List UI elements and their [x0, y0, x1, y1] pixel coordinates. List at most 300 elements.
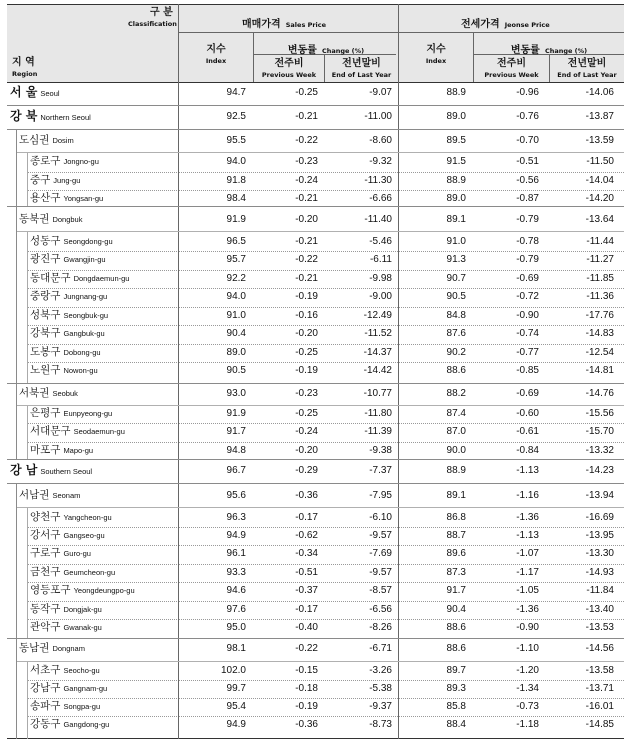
jeonse-end-year-cell: -13.53 [585, 622, 614, 633]
jeonse-prev-week-cell: -1.17 [516, 567, 539, 578]
region-name [10, 464, 92, 476]
region-name [19, 490, 80, 501]
jeonse-end-year-cell: -11.84 [586, 585, 614, 596]
jeonse-index-cell: 88.6 [446, 622, 466, 633]
region-name-en: Dosim [52, 136, 74, 145]
row-separator [27, 172, 177, 173]
region-name-en: Yongsan-gu [63, 194, 104, 203]
jeonse-prev-week-cell: -0.61 [516, 426, 539, 437]
jeonse-end-year-cell: -14.83 [585, 328, 614, 339]
row-separator [27, 423, 177, 424]
jeonse-index-cell: 88.4 [446, 719, 466, 730]
sales-prev-week-cell: -0.24 [295, 175, 318, 186]
sales-index-cell: 96.7 [226, 465, 246, 476]
region-name-en: Gangnam-gu [63, 684, 108, 693]
region-name-ko: 은평구 [30, 407, 61, 419]
group-indent-line [16, 129, 17, 206]
region-name-ko: 영등포구 [30, 584, 71, 596]
region-name-en: Seonam [52, 491, 81, 500]
row-separator [27, 680, 177, 681]
region-label-en: Region [12, 70, 38, 78]
region-name [19, 643, 85, 654]
jeonse-prev-week-cell: -0.85 [516, 365, 539, 376]
region-name-en: Dongdaemun-gu [73, 274, 130, 283]
region-name [30, 426, 125, 437]
sales-prev-week-cell: -0.29 [295, 465, 318, 476]
jeonse-index-label-en: Index [425, 57, 447, 65]
sales-end-year-cell: -8.73 [369, 719, 392, 730]
region-name-ko: 종로구 [30, 155, 61, 167]
region-name-en: Southern Seoul [40, 467, 93, 476]
sales-prev-week-cell: -0.16 [295, 310, 318, 321]
row-separator [179, 582, 624, 583]
jeonse-index-cell: 88.9 [446, 175, 466, 186]
jeonse-prev-week-cell: -1.34 [516, 683, 539, 694]
subgroup-separator [17, 231, 624, 232]
subgroup-separator [17, 507, 624, 508]
jeonse-prev-week-cell: -1.36 [516, 604, 539, 615]
jeonse-prev-week-cell: -1.13 [516, 465, 539, 476]
sales-prev-week-cell: -0.23 [295, 156, 318, 167]
sales-prev-week-cell: -0.51 [295, 567, 318, 578]
sales-index-cell: 95.7 [226, 254, 246, 265]
sales-prev-week-cell: -0.21 [295, 111, 318, 122]
sales-prev-week-cell: -0.34 [295, 548, 318, 559]
region-name [30, 236, 113, 247]
sales-price-heading [242, 14, 326, 30]
row-separator [179, 288, 624, 289]
jeonse-end-year-cell: -14.76 [585, 388, 614, 399]
region-name-en: Nowon-gu [63, 366, 98, 375]
sales-index-cell: 94.6 [226, 585, 246, 596]
sales-end-year-cell: -9.57 [369, 567, 392, 578]
region-name [30, 548, 91, 559]
region-name-ko: 중랑구 [30, 290, 61, 302]
sales-index-cell: 99.7 [226, 683, 246, 694]
region-name [30, 719, 109, 730]
jeonse-end-year-cell: -12.54 [585, 347, 614, 358]
jeonse-end-year-cell: -14.06 [585, 87, 614, 98]
sales-index-label: 지수 [206, 44, 226, 55]
region-name-ko: 금천구 [30, 566, 61, 578]
region-name-en: Northern Seoul [40, 113, 91, 122]
region-name-ko: 서대문구 [30, 425, 71, 437]
jeonse-prev-week-cell: -0.72 [516, 291, 539, 302]
group-indent-line [16, 638, 17, 739]
row-separator [179, 601, 624, 602]
region-name-en: Dongnam [52, 644, 85, 653]
jeonse-prev-week-cell: -0.96 [516, 87, 539, 98]
jeonse-prev-week-cell: -0.90 [516, 622, 539, 633]
region-name-en: Jung-gu [53, 176, 81, 185]
region-name [30, 328, 105, 339]
sales-index-cell: 95.6 [226, 490, 246, 501]
jeonse-index-cell: 89.0 [446, 193, 466, 204]
jeonse-index-cell: 91.0 [446, 236, 466, 247]
sales-end-year-label-en: End of Last Year [331, 71, 392, 79]
sales-end-year-cell: -6.56 [369, 604, 392, 615]
jeonse-prev-week-cell: -0.69 [516, 388, 539, 399]
jeonse-prev-week-cell: -1.36 [516, 512, 539, 523]
sales-end-year-cell: -11.52 [364, 328, 392, 339]
jeonse-end-year-cell: -14.81 [585, 365, 614, 376]
jeonse-end-year-cell: -13.94 [585, 490, 614, 501]
region-name-en: Seodaemun-gu [73, 427, 125, 436]
jeonse-index-cell: 87.6 [446, 328, 466, 339]
jeonse-end-year-label: 전년말비 [567, 58, 607, 69]
subgroup-indent-line [27, 405, 28, 459]
sales-end-year-cell: -11.00 [364, 111, 392, 122]
sales-prev-week-cell: -0.19 [295, 365, 318, 376]
region-name [30, 408, 112, 419]
region-name-en: Guro-gu [63, 549, 91, 558]
jeonse-index-cell: 91.3 [446, 254, 466, 265]
region-name [30, 604, 102, 615]
region-name-ko: 동대문구 [30, 272, 71, 284]
sales-end-year-cell: -11.39 [364, 426, 392, 437]
group-separator [7, 483, 624, 484]
sales-index-cell: 91.8 [226, 175, 246, 186]
region-name-ko: 구로구 [30, 547, 61, 559]
group-separator [7, 459, 624, 460]
sales-prev-week-cell: -0.21 [295, 273, 318, 284]
jeonse-end-year-cell: -11.36 [586, 291, 614, 302]
region-name-en: Mapo-gu [63, 446, 94, 455]
sales-prev-week-cell: -0.25 [295, 408, 318, 419]
region-name-ko: 서북권 [19, 387, 50, 399]
sales-prev-week-cell: -0.25 [295, 87, 318, 98]
jeonse-index-cell: 90.4 [446, 604, 466, 615]
row-separator [27, 716, 177, 717]
sales-index-cell: 91.7 [226, 426, 246, 437]
row-separator [179, 325, 624, 326]
jeonse-prev-week-cell: -0.70 [516, 135, 539, 146]
sales-end-year-cell: -8.57 [369, 585, 392, 596]
region-name-en: Seobuk [52, 389, 78, 398]
region-name [19, 214, 82, 225]
sales-prev-week-cell: -0.17 [295, 604, 318, 615]
sales-end-year-cell: -6.66 [369, 193, 392, 204]
region-name-ko: 마포구 [30, 444, 61, 456]
sales-index-cell: 96.1 [226, 548, 246, 559]
row-separator [27, 344, 177, 345]
sales-index-cell: 90.4 [226, 328, 246, 339]
sales-end-year-cell: -8.26 [369, 622, 392, 633]
jeonse-index-cell: 90.5 [446, 291, 466, 302]
region-name-en: Jongno-gu [63, 157, 99, 166]
jeonse-index-cell: 88.6 [446, 643, 466, 654]
region-name [30, 310, 108, 321]
region-name-ko: 강동구 [30, 718, 61, 730]
row-separator [27, 288, 177, 289]
jeonse-prev-week-cell: -0.87 [516, 193, 539, 204]
region-name [30, 622, 102, 633]
sales-end-year-cell: -9.32 [369, 156, 392, 167]
jeonse-end-year-cell: -14.85 [585, 719, 614, 730]
region-name-en: Jungnang-gu [63, 292, 108, 301]
region-name-ko: 강북구 [30, 327, 61, 339]
jeonse-end-year-cell: -14.23 [585, 465, 614, 476]
sales-index-cell: 92.2 [226, 273, 246, 284]
sales-prev-week-cell: -0.21 [295, 193, 318, 204]
region-name-en: Gangbuk-gu [63, 329, 105, 338]
group-indent-line [16, 383, 17, 459]
region-name [30, 365, 98, 376]
sales-index-cell: 94.7 [226, 87, 246, 98]
row-separator [179, 564, 624, 565]
top-border [7, 4, 624, 5]
region-name [30, 156, 99, 167]
group-separator [7, 129, 624, 130]
region-name-ko: 강 남 [10, 463, 38, 477]
sales-prev-week-cell: -0.40 [295, 622, 318, 633]
row-separator [179, 172, 624, 173]
jeonse-prev-week-cell: -1.16 [516, 490, 539, 501]
jeonse-index-cell: 85.8 [446, 701, 466, 712]
row-separator [27, 564, 177, 565]
sales-change-heading [254, 40, 398, 56]
jeonse-index-cell: 88.9 [446, 465, 466, 476]
region-name [30, 665, 100, 676]
jeonse-prev-week-cell: -1.18 [516, 719, 539, 730]
region-name [30, 701, 100, 712]
sales-index-cell: 91.0 [226, 310, 246, 321]
jeonse-prev-week-cell: -1.20 [516, 665, 539, 676]
region-name-en: Dongbuk [52, 215, 83, 224]
jeonse-end-year-cell: -17.76 [585, 310, 614, 321]
sales-end-year-cell: -5.46 [369, 236, 392, 247]
row-separator [27, 698, 177, 699]
subgroup-separator [17, 661, 624, 662]
sales-end-year-cell: -11.40 [364, 214, 392, 225]
sales-prev-week-cell: -0.62 [295, 530, 318, 541]
jeonse-index-cell: 84.8 [446, 310, 466, 321]
sales-prev-week-cell: -0.36 [295, 719, 318, 730]
sales-index-cell: 93.0 [226, 388, 246, 399]
jeonse-price-title: 전세가격 [461, 19, 500, 30]
jeonse-index-cell: 89.6 [446, 548, 466, 559]
region-name-ko: 중구 [30, 174, 51, 186]
region-name [30, 254, 106, 265]
sales-end-year-cell: -7.37 [369, 465, 392, 476]
region-name-en: Seongbuk-gu [63, 311, 109, 320]
jeonse-prev-week-cell: -0.90 [516, 310, 539, 321]
jeonse-prev-week-cell: -0.69 [516, 273, 539, 284]
sales-end-year-cell: -14.37 [363, 347, 392, 358]
sales-prev-week-cell: -0.19 [295, 701, 318, 712]
group-separator [7, 206, 624, 207]
jeonse-end-year-cell: -13.71 [585, 683, 614, 694]
region-name [30, 193, 103, 204]
jeonse-index-cell: 89.1 [446, 214, 466, 225]
sales-index-cell: 89.0 [226, 347, 246, 358]
region-name-ko: 송파구 [30, 700, 61, 712]
region-name [30, 175, 80, 186]
jeonse-end-year-cell: -11.44 [586, 236, 614, 247]
sales-price-title: 매매가격 [242, 19, 281, 30]
subgroup-separator [17, 152, 624, 153]
row-separator [179, 698, 624, 699]
jeonse-end-year-cell: -16.69 [585, 512, 614, 523]
sales-change-label-en: Change (%) [321, 47, 365, 55]
region-name [30, 683, 107, 694]
sales-end-year-cell: -9.07 [369, 87, 392, 98]
region-name-ko: 서남권 [19, 489, 50, 501]
region-name-en: Yangcheon-gu [63, 513, 112, 522]
region-name-en: Gangdong-gu [63, 720, 110, 729]
region-name-en: Seoul [40, 89, 60, 98]
sales-price-title-en: Sales Price [285, 21, 327, 29]
sales-end-year-cell: -6.71 [369, 643, 392, 654]
jeonse-end-year-cell: -14.20 [585, 193, 614, 204]
row-separator [27, 251, 177, 252]
jeonse-index-cell: 88.9 [446, 87, 466, 98]
sales-index-cell: 94.0 [226, 156, 246, 167]
sales-prev-week-cell: -0.37 [295, 585, 318, 596]
jeonse-end-year-cell: -11.85 [586, 273, 614, 284]
sales-index-cell: 97.6 [226, 604, 246, 615]
group-separator [7, 105, 624, 106]
jeonse-index-cell: 88.2 [446, 388, 466, 399]
region-name-en: Gangseo-gu [63, 531, 105, 540]
region-name [30, 512, 112, 523]
subgroup-indent-line [27, 231, 28, 383]
jeonse-index-cell: 90.0 [446, 445, 466, 456]
region-name-en: Dongjak-gu [63, 605, 102, 614]
sales-prev-week-cell: -0.20 [295, 328, 318, 339]
jeonse-end-year-label-en: End of Last Year [557, 71, 617, 79]
sales-end-year-cell: -9.98 [369, 273, 392, 284]
sales-prev-week-label: 전주비 [274, 58, 304, 69]
sales-end-year-cell: -9.00 [369, 291, 392, 302]
row-separator [27, 325, 177, 326]
jeonse-prev-week-label-en: Previous Week [484, 71, 539, 79]
row-separator [27, 270, 177, 271]
row-separator [27, 442, 177, 443]
jeonse-end-year-cell: -13.30 [585, 548, 614, 559]
sales-end-year-cell: -12.49 [363, 310, 392, 321]
row-separator [27, 582, 177, 583]
jeonse-end-year-cell: -13.64 [585, 214, 614, 225]
subgroup-separator [17, 405, 624, 406]
row-separator [27, 190, 177, 191]
jeonse-index-cell: 87.4 [446, 408, 466, 419]
sales-change-label: 변동률 [287, 45, 317, 56]
jeonse-prev-week-cell: -1.07 [516, 548, 539, 559]
sales-index-cell: 95.5 [226, 135, 246, 146]
jeonse-end-year-cell: -16.01 [585, 701, 614, 712]
region-name-en: Dobong-gu [63, 348, 101, 357]
row-separator [179, 680, 624, 681]
row-separator [179, 423, 624, 424]
jeonse-prev-week-cell: -1.13 [516, 530, 539, 541]
sales-prev-week-cell: -0.20 [295, 445, 318, 456]
jeonse-end-year-cell: -11.50 [586, 156, 614, 167]
row-separator [179, 251, 624, 252]
jeonse-prev-week-cell: -0.60 [516, 408, 539, 419]
header-bottom-border [7, 82, 624, 83]
jeonse-price-heading [461, 14, 550, 30]
jeonse-prev-week-cell: -0.73 [516, 701, 539, 712]
row-separator [27, 601, 177, 602]
region-name-en: Songpa-gu [63, 702, 101, 711]
region-name [30, 347, 101, 358]
jeonse-index-cell: 90.7 [446, 273, 466, 284]
sales-index-cell: 96.5 [226, 236, 246, 247]
region-name-en: Eunpyeong-gu [63, 409, 113, 418]
jeonse-index-cell: 91.5 [446, 156, 466, 167]
region-name-ko: 성북구 [30, 309, 61, 321]
sales-end-year-cell: -11.80 [364, 408, 392, 419]
region-name [30, 445, 93, 456]
sales-prev-week-cell: -0.21 [295, 236, 318, 247]
region-name [10, 86, 60, 98]
sales-prev-week-cell: -0.17 [295, 512, 318, 523]
jeonse-index-cell: 89.1 [446, 490, 466, 501]
sales-prev-week-cell: -0.22 [295, 643, 318, 654]
jeonse-end-year-cell: -15.56 [585, 408, 614, 419]
jeonse-prev-week-cell: -1.10 [516, 643, 539, 654]
region-label: 지 역 [12, 57, 35, 68]
jeonse-prev-week-cell: -0.77 [516, 347, 539, 358]
jeonse-index-cell: 90.2 [446, 347, 466, 358]
region-name-ko: 강서구 [30, 529, 61, 541]
jeonse-prev-week-cell: -0.56 [516, 175, 539, 186]
sales-prev-week-cell: -0.24 [295, 426, 318, 437]
jeonse-end-year-cell: -13.87 [585, 111, 614, 122]
sales-prev-week-cell: -0.22 [295, 254, 318, 265]
region-name-ko: 양천구 [30, 511, 61, 523]
region-name [30, 273, 129, 284]
region-name-ko: 동남권 [19, 642, 50, 654]
row-separator [179, 545, 624, 546]
region-name-ko: 용산구 [30, 192, 61, 204]
jeonse-index-cell: 88.6 [446, 365, 466, 376]
sales-index-cell: 94.9 [226, 719, 246, 730]
jeonse-prev-week-cell: -0.76 [516, 111, 539, 122]
sales-index-cell: 92.5 [226, 111, 246, 122]
sales-end-year-cell: -6.11 [369, 254, 392, 265]
region-name-en: Seongdong-gu [63, 237, 113, 246]
jeonse-index-cell: 89.5 [446, 135, 466, 146]
row-separator [27, 307, 177, 308]
sales-prev-week-label-en: Previous Week [261, 71, 317, 79]
row-separator [27, 527, 177, 528]
sales-index-cell: 98.4 [226, 193, 246, 204]
region-name-ko: 동북권 [19, 213, 50, 225]
region-name [30, 291, 107, 302]
jeonse-index-cell: 89.0 [446, 111, 466, 122]
sales-index-cell: 98.1 [226, 643, 246, 654]
jeonse-index-cell: 89.7 [446, 665, 466, 676]
row-separator [27, 619, 177, 620]
subgroup-indent-line [27, 507, 28, 638]
sales-index-cell: 96.3 [226, 512, 246, 523]
sales-prev-week-cell: -0.36 [295, 490, 318, 501]
jeonse-index-cell: 86.8 [446, 512, 466, 523]
jeonse-prev-week-cell: -1.05 [516, 585, 539, 596]
classification-label: 구 분 [150, 7, 173, 18]
region-name [19, 388, 78, 399]
sales-prev-week-cell: -0.19 [295, 291, 318, 302]
row-separator [179, 270, 624, 271]
sales-prev-week-cell: -0.18 [295, 683, 318, 694]
sales-end-year-cell: -9.57 [369, 530, 392, 541]
jeonse-end-year-cell: -13.32 [585, 445, 614, 456]
sales-index-cell: 95.4 [226, 701, 246, 712]
region-name-en: Gwanak-gu [63, 623, 102, 632]
jeonse-end-year-cell: -14.04 [585, 175, 614, 186]
